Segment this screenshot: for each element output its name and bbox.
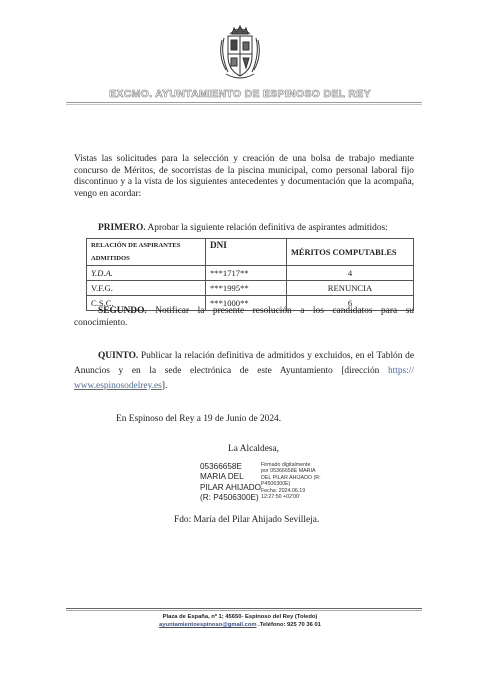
table-header-row <box>87 239 414 266</box>
segundo-label: SEGUNDO. <box>98 306 147 316</box>
header-meritos: MÉRITOS COMPUTABLES <box>287 239 414 266</box>
signature-info-line: Firmado digitalmente <box>261 462 311 468</box>
digital-signature-info <box>261 462 353 500</box>
signer-role: La Alcaldesa, <box>228 444 280 454</box>
signed-by: Fdo: María del Pilar Ahijado Sevilleja. <box>174 515 320 525</box>
digital-signature-name <box>200 462 260 504</box>
signature-info-line: DEL PILAR AHIJADO (R: <box>261 474 321 481</box>
row-meritos: 4 <box>287 266 414 281</box>
primero-text: Aprobar la siguiente relación definitiva de aspirantes admitidos: <box>145 223 388 233</box>
quinto-label: QUINTO. <box>98 351 139 361</box>
row-dni: ***1717** <box>206 266 287 281</box>
segundo-paragraph <box>74 306 414 329</box>
signing-date: En Espinoso del Rey a 19 de Junio de 2024. <box>116 414 282 424</box>
header-dni: DNI <box>206 239 287 266</box>
header-relacion: RELACIÓN DE ASPIRANTES ADMITIDOS <box>87 239 206 266</box>
coat-of-arms-icon <box>216 20 264 84</box>
footer-divider <box>66 608 422 609</box>
quinto-text-2: ]. <box>161 380 168 391</box>
row-name: C.S.C. <box>87 296 206 311</box>
signature-name-line: MARIA DEL <box>200 472 244 482</box>
signature-info-line: por 05366658E MARIA <box>261 468 316 475</box>
admitted-candidates-table <box>86 238 414 311</box>
website-link[interactable]: www.espinosodelrey.es <box>74 380 162 391</box>
intro-paragraph: Vistas las solicitudes para la selección y creación de una bolsa de trabajo mediante concurso de Méritos, de socorristas de la piscina municipal, como personal laboral fijo discontinuo y a la vista de los siguientes antecedentes y documentación que la acompaña, vengo en acordar: <box>74 154 414 199</box>
header-divider <box>66 102 422 103</box>
quinto-text-1: Publicar la relación definitiva de admitidos y excluidos, en el Tablón de Anuncios y en la sede electrónica de este Ayuntamiento [dirección <box>74 351 414 376</box>
signature-name-line: 05366658E <box>200 462 242 471</box>
row-meritos: RENUNCIA <box>287 281 414 296</box>
row-meritos: 6 <box>287 296 414 311</box>
signature-info-line: P4506300E) <box>261 481 291 488</box>
row-dni: ***1000** <box>206 296 287 311</box>
primero-paragraph <box>98 223 416 235</box>
footer-contact <box>0 622 480 628</box>
row-dni: ***1995** <box>206 281 287 296</box>
row-name: Y.D.A. <box>87 266 206 281</box>
signature-info-line: Fecha: 2024.06.19 <box>261 487 306 494</box>
segundo-text: Notificar la presente resolución a los candidatos para su conocimiento. <box>74 306 414 328</box>
footer-phone: .Teléfono: 925 70 36 01 <box>256 622 321 628</box>
footer-email-link[interactable]: ayuntamientoespinoso@gmail.com <box>159 622 257 628</box>
footer-address: Plaza de España, nº 1; 45650- Espinoso del Rey (Toledo) <box>162 614 318 620</box>
quinto-paragraph <box>74 349 414 393</box>
signature-name-line: PILAR AHIJADO <box>200 482 261 492</box>
header-divider-secondary <box>66 104 422 105</box>
table-row <box>87 281 414 296</box>
signature-name-line: (R: P4506300E) <box>200 493 259 503</box>
primero-label: PRIMERO. <box>98 223 146 233</box>
organization-name: EXCMO. AYUNTAMIENTO DE ESPINOSO DEL REY <box>109 88 371 100</box>
table-row <box>87 266 414 281</box>
row-name: V.F.G. <box>87 281 206 296</box>
footer-divider-secondary <box>66 610 422 611</box>
signature-info-line: 12:27:50 +02'00' <box>261 494 300 501</box>
website-link-scheme[interactable]: https:// <box>387 365 414 376</box>
